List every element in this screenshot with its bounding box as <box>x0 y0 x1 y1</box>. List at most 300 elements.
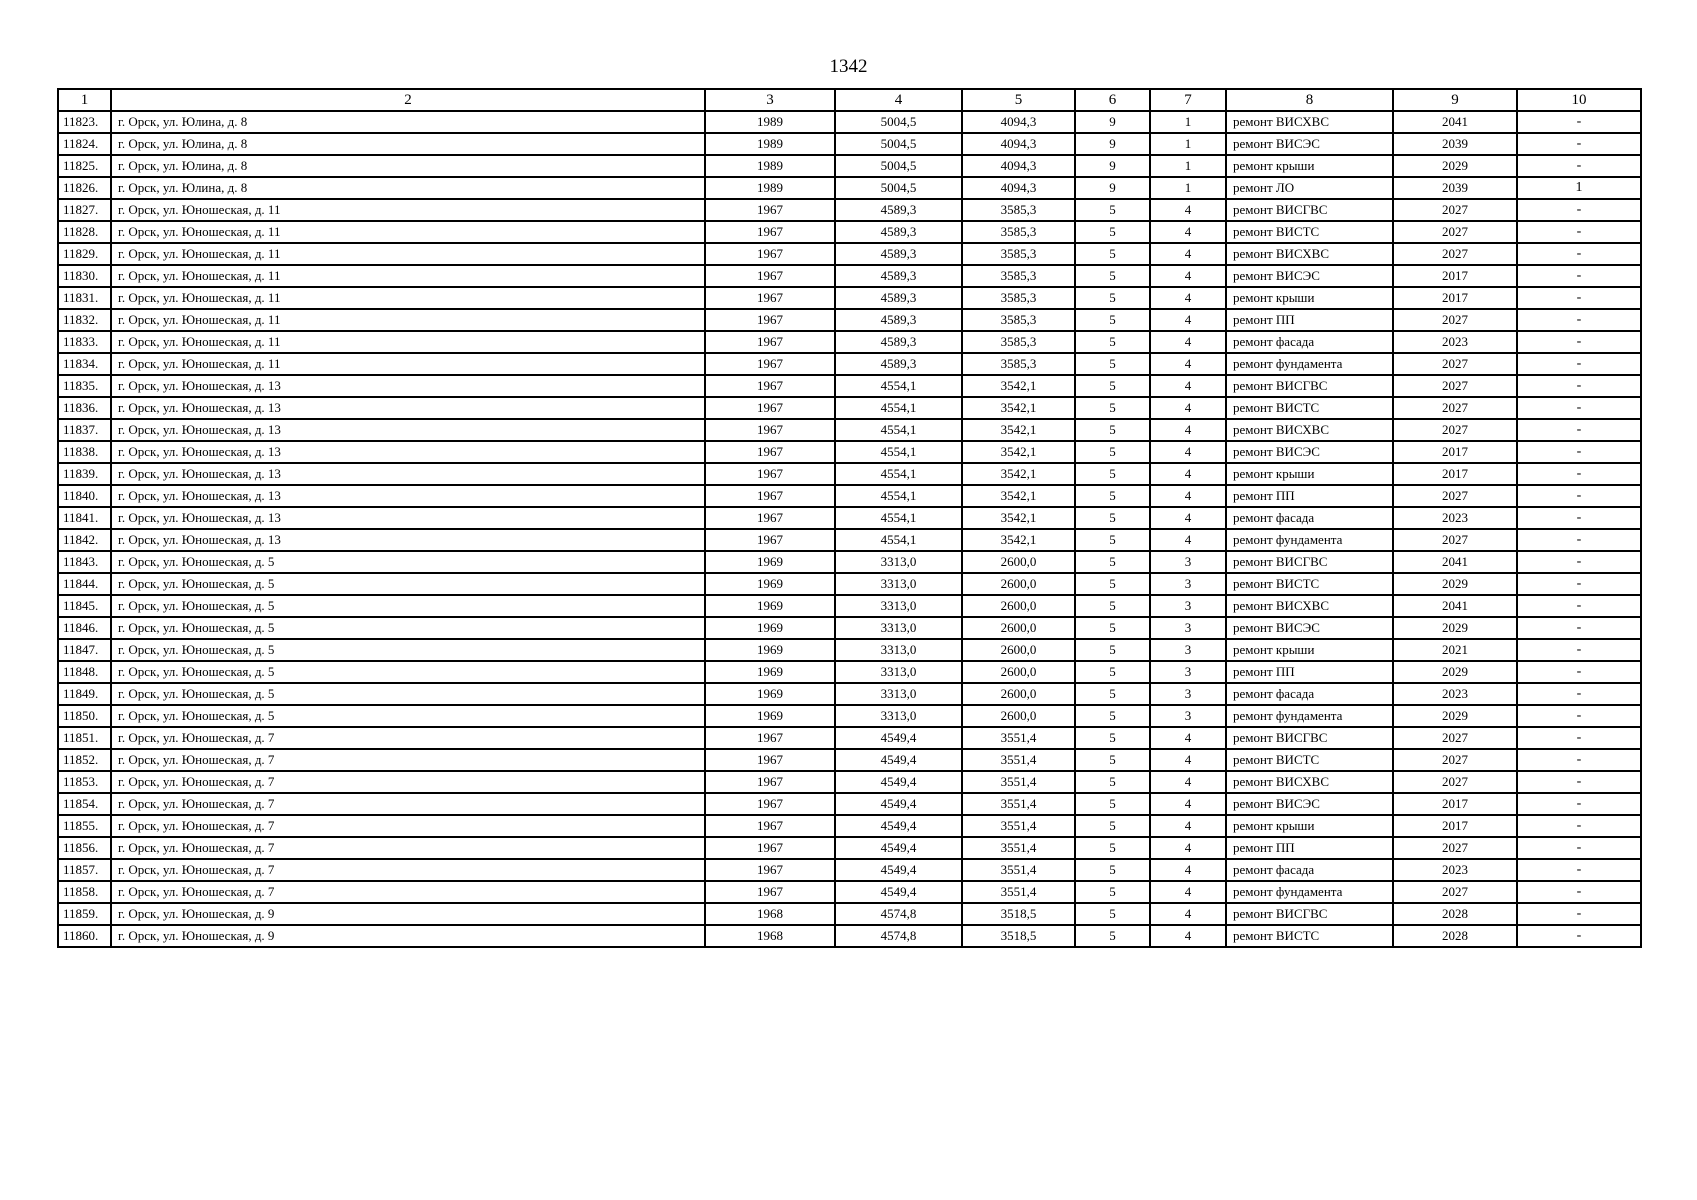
table-row <box>58 265 1641 287</box>
header-row <box>58 89 1641 111</box>
cell-floors: 5 <box>1075 859 1150 881</box>
table-row <box>58 683 1641 705</box>
cell-planned-year: 2027 <box>1393 771 1517 793</box>
cell-floors: 5 <box>1075 507 1150 529</box>
cell-work-type: ремонт крыши <box>1226 815 1393 837</box>
cell-living-area: 2600,0 <box>962 551 1075 573</box>
cell-note: - <box>1517 595 1641 617</box>
cell-address: г. Орск, ул. Юношеская, д. 7 <box>111 881 705 903</box>
cell-address: г. Орск, ул. Юношеская, д. 13 <box>111 507 705 529</box>
cell-planned-year: 2039 <box>1393 133 1517 155</box>
cell-planned-year: 2017 <box>1393 463 1517 485</box>
cell-entrances: 4 <box>1150 859 1226 881</box>
cell-floors: 5 <box>1075 353 1150 375</box>
cell-total-area: 4554,1 <box>835 375 962 397</box>
cell-row-number: 11859. <box>58 903 111 925</box>
cell-floors: 5 <box>1075 925 1150 947</box>
cell-year-built: 1967 <box>705 287 835 309</box>
cell-address: г. Орск, ул. Юношеская, д. 11 <box>111 243 705 265</box>
cell-total-area: 4589,3 <box>835 221 962 243</box>
cell-row-number: 11824. <box>58 133 111 155</box>
cell-entrances: 4 <box>1150 727 1226 749</box>
cell-living-area: 3542,1 <box>962 463 1075 485</box>
cell-note: - <box>1517 815 1641 837</box>
cell-note: - <box>1517 375 1641 397</box>
table-header <box>58 89 1641 111</box>
cell-work-type: ремонт фундамента <box>1226 881 1393 903</box>
cell-living-area: 3551,4 <box>962 815 1075 837</box>
cell-living-area: 3518,5 <box>962 925 1075 947</box>
cell-entrances: 4 <box>1150 463 1226 485</box>
cell-row-number: 11851. <box>58 727 111 749</box>
cell-address: г. Орск, ул. Юношеская, д. 5 <box>111 617 705 639</box>
cell-year-built: 1967 <box>705 485 835 507</box>
cell-note: - <box>1517 705 1641 727</box>
cell-planned-year: 2023 <box>1393 507 1517 529</box>
table-row <box>58 595 1641 617</box>
cell-floors: 5 <box>1075 881 1150 903</box>
table-row <box>58 793 1641 815</box>
cell-total-area: 4589,3 <box>835 331 962 353</box>
cell-address: г. Орск, ул. Юношеская, д. 5 <box>111 551 705 573</box>
cell-entrances: 4 <box>1150 903 1226 925</box>
cell-entrances: 4 <box>1150 507 1226 529</box>
cell-address: г. Орск, ул. Юношеская, д. 5 <box>111 573 705 595</box>
cell-total-area: 4549,4 <box>835 793 962 815</box>
cell-row-number: 11846. <box>58 617 111 639</box>
cell-entrances: 4 <box>1150 287 1226 309</box>
cell-note: - <box>1517 485 1641 507</box>
cell-year-built: 1968 <box>705 903 835 925</box>
cell-living-area: 3585,3 <box>962 353 1075 375</box>
cell-note: - <box>1517 199 1641 221</box>
cell-work-type: ремонт крыши <box>1226 155 1393 177</box>
cell-row-number: 11828. <box>58 221 111 243</box>
cell-row-number: 11841. <box>58 507 111 529</box>
cell-total-area: 4574,8 <box>835 903 962 925</box>
cell-floors: 5 <box>1075 419 1150 441</box>
cell-year-built: 1967 <box>705 441 835 463</box>
cell-total-area: 4554,1 <box>835 441 962 463</box>
cell-address: г. Орск, ул. Юношеская, д. 7 <box>111 771 705 793</box>
cell-work-type: ремонт крыши <box>1226 463 1393 485</box>
table-row <box>58 727 1641 749</box>
cell-row-number: 11840. <box>58 485 111 507</box>
column-header-1: 1 <box>58 89 111 111</box>
cell-row-number: 11838. <box>58 441 111 463</box>
cell-note: - <box>1517 749 1641 771</box>
cell-address: г. Орск, ул. Юношеская, д. 13 <box>111 419 705 441</box>
cell-total-area: 4589,3 <box>835 287 962 309</box>
cell-work-type: ремонт крыши <box>1226 287 1393 309</box>
cell-note: - <box>1517 771 1641 793</box>
cell-living-area: 2600,0 <box>962 661 1075 683</box>
cell-year-built: 1967 <box>705 265 835 287</box>
cell-address: г. Орск, ул. Юношеская, д. 13 <box>111 485 705 507</box>
cell-floors: 5 <box>1075 661 1150 683</box>
cell-row-number: 11836. <box>58 397 111 419</box>
table-row <box>58 573 1641 595</box>
cell-total-area: 5004,5 <box>835 177 962 199</box>
table-row <box>58 287 1641 309</box>
cell-living-area: 4094,3 <box>962 155 1075 177</box>
cell-work-type: ремонт ВИСГВС <box>1226 551 1393 573</box>
cell-note: - <box>1517 573 1641 595</box>
cell-planned-year: 2027 <box>1393 881 1517 903</box>
cell-entrances: 3 <box>1150 683 1226 705</box>
cell-living-area: 3585,3 <box>962 331 1075 353</box>
cell-floors: 5 <box>1075 573 1150 595</box>
cell-planned-year: 2027 <box>1393 485 1517 507</box>
cell-planned-year: 2039 <box>1393 177 1517 199</box>
cell-note: 1 <box>1517 177 1641 199</box>
cell-total-area: 3313,0 <box>835 639 962 661</box>
cell-note: - <box>1517 881 1641 903</box>
column-header-5: 5 <box>962 89 1075 111</box>
cell-year-built: 1969 <box>705 683 835 705</box>
cell-address: г. Орск, ул. Юношеская, д. 11 <box>111 331 705 353</box>
cell-floors: 5 <box>1075 617 1150 639</box>
cell-living-area: 2600,0 <box>962 595 1075 617</box>
table-row <box>58 749 1641 771</box>
cell-note: - <box>1517 133 1641 155</box>
table-row <box>58 859 1641 881</box>
cell-year-built: 1969 <box>705 595 835 617</box>
cell-planned-year: 2027 <box>1393 309 1517 331</box>
cell-planned-year: 2029 <box>1393 705 1517 727</box>
cell-work-type: ремонт ВИСТС <box>1226 221 1393 243</box>
cell-total-area: 3313,0 <box>835 705 962 727</box>
cell-living-area: 3551,4 <box>962 771 1075 793</box>
cell-floors: 5 <box>1075 265 1150 287</box>
cell-year-built: 1967 <box>705 397 835 419</box>
cell-work-type: ремонт ВИСГВС <box>1226 375 1393 397</box>
cell-row-number: 11848. <box>58 661 111 683</box>
cell-floors: 5 <box>1075 551 1150 573</box>
table-row <box>58 309 1641 331</box>
cell-row-number: 11847. <box>58 639 111 661</box>
cell-work-type: ремонт ВИСТС <box>1226 749 1393 771</box>
cell-planned-year: 2017 <box>1393 441 1517 463</box>
cell-total-area: 4589,3 <box>835 265 962 287</box>
cell-note: - <box>1517 793 1641 815</box>
cell-work-type: ремонт фасада <box>1226 507 1393 529</box>
cell-row-number: 11857. <box>58 859 111 881</box>
table-row <box>58 903 1641 925</box>
cell-year-built: 1969 <box>705 639 835 661</box>
cell-planned-year: 2027 <box>1393 243 1517 265</box>
cell-planned-year: 2023 <box>1393 683 1517 705</box>
cell-floors: 5 <box>1075 727 1150 749</box>
cell-planned-year: 2041 <box>1393 595 1517 617</box>
cell-floors: 5 <box>1075 639 1150 661</box>
cell-year-built: 1967 <box>705 419 835 441</box>
cell-entrances: 3 <box>1150 705 1226 727</box>
cell-row-number: 11831. <box>58 287 111 309</box>
cell-living-area: 4094,3 <box>962 177 1075 199</box>
cell-address: г. Орск, ул. Юношеская, д. 7 <box>111 815 705 837</box>
cell-total-area: 4549,4 <box>835 749 962 771</box>
cell-address: г. Орск, ул. Юношеская, д. 9 <box>111 925 705 947</box>
cell-planned-year: 2017 <box>1393 793 1517 815</box>
column-header-6: 6 <box>1075 89 1150 111</box>
cell-entrances: 3 <box>1150 661 1226 683</box>
cell-living-area: 3551,4 <box>962 881 1075 903</box>
cell-living-area: 3551,4 <box>962 749 1075 771</box>
cell-living-area: 3542,1 <box>962 485 1075 507</box>
table-row <box>58 771 1641 793</box>
cell-work-type: ремонт ПП <box>1226 661 1393 683</box>
column-header-9: 9 <box>1393 89 1517 111</box>
cell-living-area: 3585,3 <box>962 287 1075 309</box>
cell-planned-year: 2029 <box>1393 661 1517 683</box>
cell-row-number: 11842. <box>58 529 111 551</box>
cell-note: - <box>1517 617 1641 639</box>
cell-note: - <box>1517 683 1641 705</box>
cell-year-built: 1969 <box>705 573 835 595</box>
cell-work-type: ремонт фасада <box>1226 683 1393 705</box>
cell-work-type: ремонт фундамента <box>1226 529 1393 551</box>
cell-entrances: 3 <box>1150 573 1226 595</box>
cell-entrances: 4 <box>1150 881 1226 903</box>
cell-year-built: 1969 <box>705 661 835 683</box>
cell-address: г. Орск, ул. Юношеская, д. 5 <box>111 661 705 683</box>
cell-note: - <box>1517 419 1641 441</box>
cell-note: - <box>1517 441 1641 463</box>
cell-note: - <box>1517 837 1641 859</box>
cell-year-built: 1967 <box>705 243 835 265</box>
table-row <box>58 177 1641 199</box>
cell-total-area: 3313,0 <box>835 551 962 573</box>
cell-address: г. Орск, ул. Юношеская, д. 11 <box>111 199 705 221</box>
cell-year-built: 1968 <box>705 925 835 947</box>
cell-note: - <box>1517 727 1641 749</box>
cell-total-area: 3313,0 <box>835 595 962 617</box>
table-row <box>58 617 1641 639</box>
cell-entrances: 3 <box>1150 639 1226 661</box>
cell-address: г. Орск, ул. Юношеская, д. 7 <box>111 859 705 881</box>
cell-planned-year: 2041 <box>1393 111 1517 133</box>
cell-total-area: 3313,0 <box>835 617 962 639</box>
cell-floors: 5 <box>1075 375 1150 397</box>
cell-total-area: 5004,5 <box>835 133 962 155</box>
cell-floors: 5 <box>1075 815 1150 837</box>
cell-address: г. Орск, ул. Юношеская, д. 7 <box>111 749 705 771</box>
cell-year-built: 1967 <box>705 507 835 529</box>
cell-living-area: 3585,3 <box>962 221 1075 243</box>
cell-work-type: ремонт фундамента <box>1226 353 1393 375</box>
cell-entrances: 4 <box>1150 485 1226 507</box>
cell-year-built: 1989 <box>705 111 835 133</box>
cell-address: г. Орск, ул. Юношеская, д. 11 <box>111 221 705 243</box>
cell-entrances: 4 <box>1150 199 1226 221</box>
cell-note: - <box>1517 309 1641 331</box>
cell-floors: 5 <box>1075 221 1150 243</box>
cell-entrances: 4 <box>1150 265 1226 287</box>
table-row <box>58 111 1641 133</box>
table-row <box>58 815 1641 837</box>
cell-living-area: 3551,4 <box>962 793 1075 815</box>
cell-floors: 5 <box>1075 309 1150 331</box>
cell-entrances: 1 <box>1150 155 1226 177</box>
cell-row-number: 11833. <box>58 331 111 353</box>
table-row <box>58 837 1641 859</box>
cell-living-area: 2600,0 <box>962 705 1075 727</box>
cell-work-type: ремонт ВИСЭС <box>1226 793 1393 815</box>
cell-work-type: ремонт крыши <box>1226 639 1393 661</box>
cell-year-built: 1989 <box>705 177 835 199</box>
cell-note: - <box>1517 639 1641 661</box>
cell-work-type: ремонт ВИСТС <box>1226 925 1393 947</box>
cell-row-number: 11854. <box>58 793 111 815</box>
cell-note: - <box>1517 353 1641 375</box>
page-number: 1342 <box>829 56 868 77</box>
cell-year-built: 1967 <box>705 463 835 485</box>
cell-year-built: 1989 <box>705 155 835 177</box>
table-row <box>58 529 1641 551</box>
cell-entrances: 4 <box>1150 243 1226 265</box>
table-row <box>58 551 1641 573</box>
cell-living-area: 3518,5 <box>962 903 1075 925</box>
cell-planned-year: 2029 <box>1393 155 1517 177</box>
table-row <box>58 353 1641 375</box>
cell-year-built: 1967 <box>705 815 835 837</box>
cell-work-type: ремонт ВИСХВС <box>1226 111 1393 133</box>
cell-entrances: 4 <box>1150 397 1226 419</box>
cell-planned-year: 2027 <box>1393 727 1517 749</box>
cell-year-built: 1967 <box>705 727 835 749</box>
cell-living-area: 3542,1 <box>962 441 1075 463</box>
cell-entrances: 4 <box>1150 353 1226 375</box>
cell-planned-year: 2027 <box>1393 397 1517 419</box>
cell-planned-year: 2028 <box>1393 925 1517 947</box>
cell-total-area: 4589,3 <box>835 199 962 221</box>
cell-living-area: 3542,1 <box>962 375 1075 397</box>
cell-floors: 5 <box>1075 705 1150 727</box>
cell-total-area: 4589,3 <box>835 309 962 331</box>
cell-floors: 5 <box>1075 463 1150 485</box>
column-header-2: 2 <box>111 89 705 111</box>
cell-living-area: 3551,4 <box>962 727 1075 749</box>
cell-floors: 5 <box>1075 903 1150 925</box>
cell-total-area: 4549,4 <box>835 771 962 793</box>
column-header-7: 7 <box>1150 89 1226 111</box>
cell-work-type: ремонт ПП <box>1226 837 1393 859</box>
cell-note: - <box>1517 331 1641 353</box>
cell-entrances: 1 <box>1150 177 1226 199</box>
cell-entrances: 1 <box>1150 133 1226 155</box>
table-row <box>58 661 1641 683</box>
cell-living-area: 3551,4 <box>962 859 1075 881</box>
cell-work-type: ремонт ВИСХВС <box>1226 243 1393 265</box>
cell-living-area: 4094,3 <box>962 133 1075 155</box>
cell-address: г. Орск, ул. Юношеская, д. 13 <box>111 529 705 551</box>
cell-total-area: 4589,3 <box>835 353 962 375</box>
table-row <box>58 243 1641 265</box>
cell-note: - <box>1517 111 1641 133</box>
cell-note: - <box>1517 287 1641 309</box>
cell-row-number: 11853. <box>58 771 111 793</box>
table-row <box>58 485 1641 507</box>
cell-address: г. Орск, ул. Юношеская, д. 11 <box>111 353 705 375</box>
cell-living-area: 3585,3 <box>962 309 1075 331</box>
cell-planned-year: 2028 <box>1393 903 1517 925</box>
cell-planned-year: 2027 <box>1393 199 1517 221</box>
table-body <box>58 111 1641 947</box>
cell-note: - <box>1517 507 1641 529</box>
cell-entrances: 4 <box>1150 331 1226 353</box>
cell-year-built: 1967 <box>705 859 835 881</box>
cell-work-type: ремонт ВИСГВС <box>1226 903 1393 925</box>
cell-floors: 5 <box>1075 331 1150 353</box>
table-row <box>58 199 1641 221</box>
cell-address: г. Орск, ул. Юношеская, д. 5 <box>111 639 705 661</box>
cell-total-area: 4574,8 <box>835 925 962 947</box>
cell-address: г. Орск, ул. Юношеская, д. 7 <box>111 727 705 749</box>
cell-floors: 5 <box>1075 837 1150 859</box>
cell-row-number: 11845. <box>58 595 111 617</box>
cell-living-area: 2600,0 <box>962 683 1075 705</box>
cell-work-type: ремонт ВИСХВС <box>1226 771 1393 793</box>
cell-row-number: 11850. <box>58 705 111 727</box>
cell-year-built: 1969 <box>705 705 835 727</box>
cell-entrances: 4 <box>1150 529 1226 551</box>
column-header-4: 4 <box>835 89 962 111</box>
cell-floors: 9 <box>1075 111 1150 133</box>
cell-floors: 5 <box>1075 529 1150 551</box>
table-row <box>58 925 1641 947</box>
cell-living-area: 2600,0 <box>962 573 1075 595</box>
cell-row-number: 11858. <box>58 881 111 903</box>
cell-planned-year: 2023 <box>1393 331 1517 353</box>
cell-entrances: 4 <box>1150 375 1226 397</box>
table-row <box>58 639 1641 661</box>
cell-address: г. Орск, ул. Юлина, д. 8 <box>111 133 705 155</box>
cell-total-area: 4549,4 <box>835 859 962 881</box>
column-header-3: 3 <box>705 89 835 111</box>
cell-year-built: 1967 <box>705 837 835 859</box>
table-row <box>58 375 1641 397</box>
cell-entrances: 4 <box>1150 925 1226 947</box>
cell-entrances: 4 <box>1150 815 1226 837</box>
cell-address: г. Орск, ул. Юношеская, д. 11 <box>111 287 705 309</box>
cell-total-area: 4549,4 <box>835 837 962 859</box>
cell-living-area: 3585,3 <box>962 199 1075 221</box>
cell-work-type: ремонт ВИСЭС <box>1226 133 1393 155</box>
cell-planned-year: 2027 <box>1393 529 1517 551</box>
cell-entrances: 3 <box>1150 551 1226 573</box>
cell-living-area: 3585,3 <box>962 243 1075 265</box>
cell-floors: 9 <box>1075 133 1150 155</box>
cell-living-area: 2600,0 <box>962 617 1075 639</box>
cell-row-number: 11837. <box>58 419 111 441</box>
cell-year-built: 1967 <box>705 309 835 331</box>
cell-year-built: 1967 <box>705 353 835 375</box>
table-row <box>58 463 1641 485</box>
cell-total-area: 3313,0 <box>835 683 962 705</box>
cell-row-number: 11826. <box>58 177 111 199</box>
cell-note: - <box>1517 397 1641 419</box>
cell-floors: 5 <box>1075 199 1150 221</box>
cell-total-area: 4549,4 <box>835 881 962 903</box>
cell-entrances: 4 <box>1150 441 1226 463</box>
cell-total-area: 4554,1 <box>835 397 962 419</box>
cell-row-number: 11843. <box>58 551 111 573</box>
cell-row-number: 11849. <box>58 683 111 705</box>
cell-note: - <box>1517 551 1641 573</box>
cell-work-type: ремонт фундамента <box>1226 705 1393 727</box>
cell-row-number: 11860. <box>58 925 111 947</box>
